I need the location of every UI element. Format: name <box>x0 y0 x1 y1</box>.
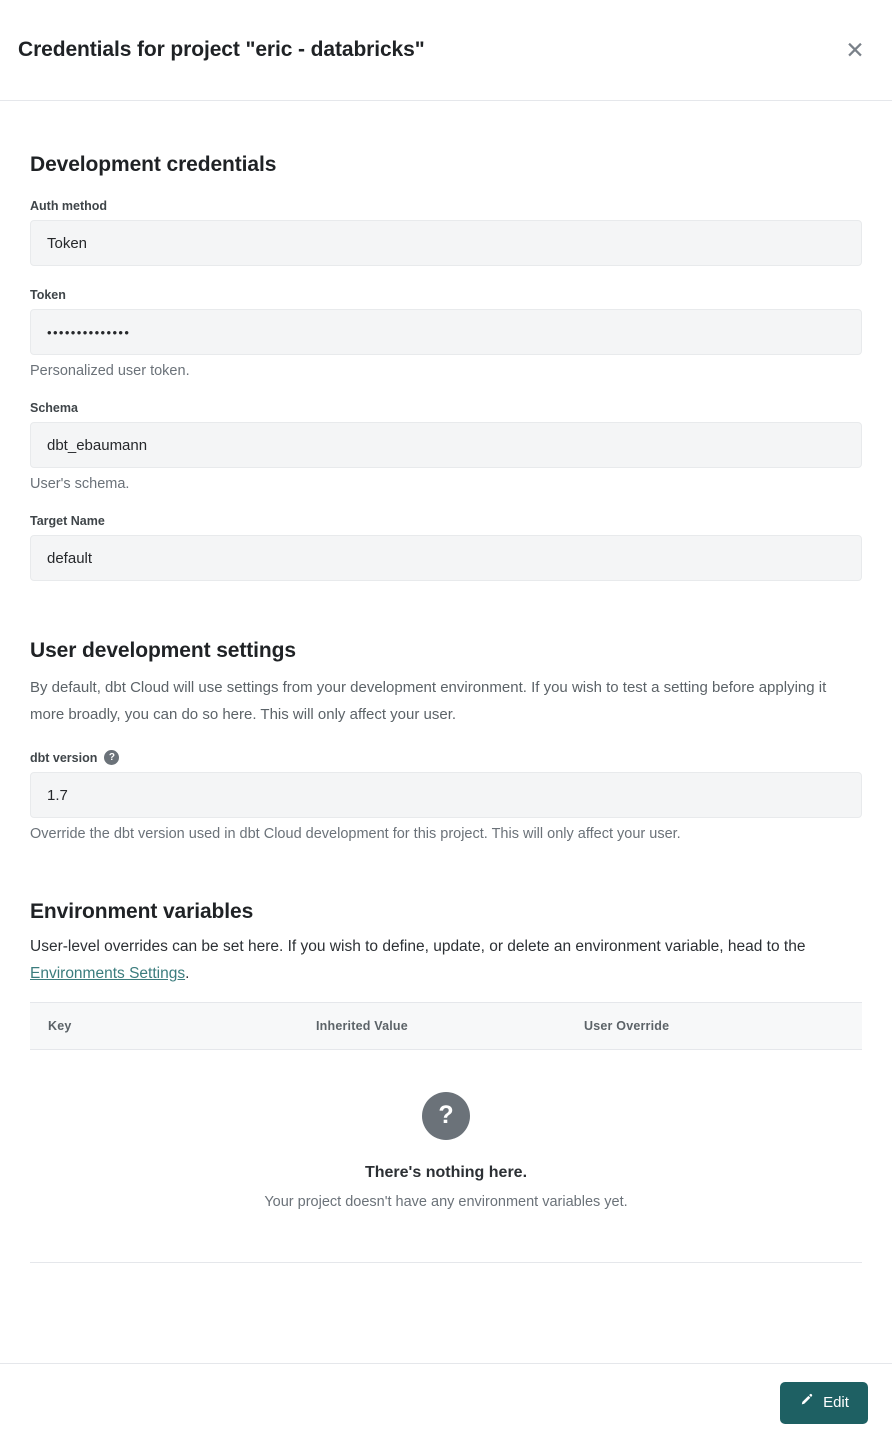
field-auth-method <box>30 199 862 266</box>
empty-state-subtitle: Your project doesn't have any environment variables yet. <box>264 1193 628 1210</box>
page-title: Credentials for project "eric - databricks" <box>18 38 425 61</box>
field-dbt-version <box>30 750 862 842</box>
dbt-version-help-text: Override the dbt version used in dbt Cloud development for this project. This will only affect your user. <box>30 826 681 843</box>
pencil-icon <box>799 1393 814 1412</box>
token-label: Token <box>30 288 66 302</box>
column-header-key: Key <box>48 1018 72 1033</box>
column-header-user-override: User Override <box>584 1018 670 1033</box>
question-mark-icon: ? <box>422 1092 470 1140</box>
spacer <box>30 842 862 900</box>
schema-label: Schema <box>30 401 78 415</box>
development-credentials-heading: Development credentials <box>30 153 277 176</box>
table-bottom-divider <box>30 1262 862 1263</box>
field-target-name <box>30 514 862 581</box>
modal-body <box>0 101 892 1363</box>
dbt-version-label-text: dbt version <box>30 750 98 765</box>
column-header-inherited-value: Inherited Value <box>316 1018 408 1033</box>
auth-method-label: Auth method <box>30 199 108 213</box>
token-help-text: Personalized user token. <box>30 363 190 379</box>
environment-variables-heading: Environment variables <box>30 900 254 924</box>
dbt-version-input[interactable]: 1.7 <box>30 772 862 818</box>
spacer <box>30 581 862 639</box>
close-icon[interactable]: ✕ <box>840 35 870 65</box>
user-development-settings-heading: User development settings <box>30 639 296 662</box>
empty-state <box>30 1050 862 1236</box>
environments-settings-link[interactable]: Environments Settings <box>30 965 186 983</box>
edit-button-label: Edit <box>823 1394 849 1411</box>
environment-variables-description <box>30 934 860 987</box>
empty-state-title: There's nothing here. <box>364 1163 528 1181</box>
field-schema <box>30 401 862 492</box>
question-mark-icon[interactable]: ? <box>104 750 119 765</box>
field-token <box>30 288 862 379</box>
modal-header <box>0 0 892 101</box>
table-header-row <box>30 1002 862 1050</box>
schema-help-text: User's schema. <box>30 476 130 492</box>
schema-input[interactable]: dbt_ebaumann <box>30 422 862 468</box>
target-name-input[interactable]: default <box>30 535 862 581</box>
auth-method-input[interactable]: Token <box>30 220 862 266</box>
edit-button[interactable] <box>780 1382 868 1424</box>
target-name-label: Target Name <box>30 514 105 528</box>
env-desc-after: . <box>185 965 190 983</box>
environment-variables-table <box>30 1002 862 1263</box>
dbt-version-label <box>30 750 862 765</box>
env-desc-before: User-level overrides can be set here. If you wish to define, update, or delete an environment variable, head to the <box>30 938 806 956</box>
modal-footer <box>0 1363 892 1441</box>
user-development-settings-description: By default, dbt Cloud will use settings from your development environment. If you wish to test a setting before applying it more broadly, you can do so here. This will only affect your user. <box>30 679 827 723</box>
token-input[interactable]: •••••••••••••• <box>30 309 862 355</box>
